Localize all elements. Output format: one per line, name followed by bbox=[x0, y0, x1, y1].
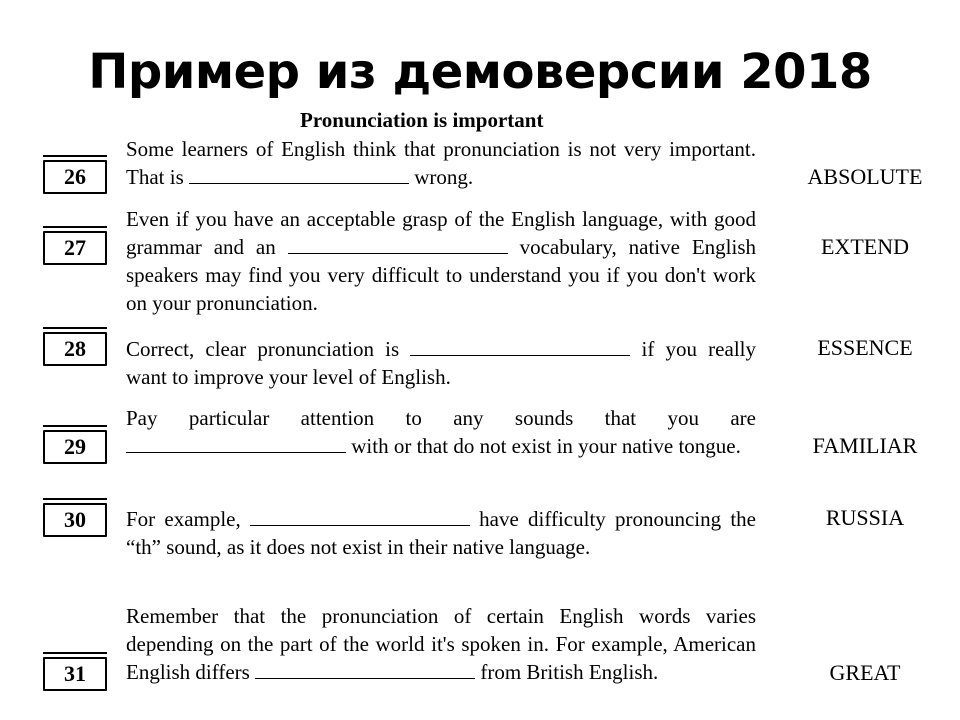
answer-gap bbox=[255, 658, 475, 679]
answer-gap bbox=[126, 432, 346, 453]
task-sentence-28 bbox=[126, 335, 756, 391]
sentence-before-gap: Even if you have an acceptable grasp of the English language, with good grammar and an bbox=[126, 207, 756, 259]
sentence-before-gap: Some learners of English think that pronunciation is not very important. That is bbox=[126, 137, 756, 189]
task-sentence-27 bbox=[126, 205, 756, 317]
task-sentence-29 bbox=[126, 404, 756, 460]
task-number-label: 30 bbox=[64, 507, 86, 532]
sentence-after-gap: wrong. bbox=[414, 165, 474, 189]
source-word-29: FAMILIAR bbox=[812, 433, 918, 458]
source-word-31: GREAT bbox=[829, 660, 901, 685]
sentence-after-gap: have difficulty pronouncing the “th” sound, as it does not exist in their native language. bbox=[126, 507, 756, 559]
source-word-27: EXTEND bbox=[821, 234, 909, 259]
sentence-after-gap: from British English. bbox=[480, 660, 659, 684]
task-number-label: 26 bbox=[64, 164, 86, 189]
sentence-after-gap: if you really want to improve your level of English. bbox=[126, 337, 756, 389]
task-number-30 bbox=[43, 503, 107, 537]
task-sentence-30 bbox=[126, 505, 756, 561]
slide-title: Пример из демоверсии 2018 bbox=[88, 44, 872, 100]
sentence-before-gap: Pay particular attention to any sounds that you are bbox=[126, 406, 756, 430]
task-sentence-26 bbox=[126, 135, 756, 191]
sentence-before-gap: For example, bbox=[126, 507, 241, 531]
source-word-28: ESSENCE bbox=[817, 335, 913, 360]
answer-gap bbox=[189, 163, 409, 184]
source-word-30: RUSSIA bbox=[825, 505, 905, 530]
source-word-26: ABSOLUTE bbox=[807, 164, 923, 189]
answer-gap bbox=[288, 233, 508, 254]
sentence-after-gap: vocabulary, native English speakers may find you very difficult to understand you if you don't work on your pronunciation. bbox=[126, 235, 757, 315]
sentence-before-gap: Correct, clear pronunciation is bbox=[126, 337, 400, 361]
answer-gap bbox=[250, 505, 470, 526]
task-number-label: 27 bbox=[64, 235, 86, 260]
task-number-26 bbox=[43, 160, 107, 194]
task-number-31 bbox=[43, 657, 107, 691]
task-number-label: 29 bbox=[64, 434, 86, 459]
answer-gap bbox=[410, 335, 630, 356]
task-number-29 bbox=[43, 430, 107, 464]
document-heading: Pronunciation is important bbox=[300, 108, 544, 132]
task-number-28 bbox=[43, 332, 107, 366]
sentence-after-gap: with or that do not exist in your native tongue. bbox=[351, 434, 741, 458]
task-number-label: 28 bbox=[64, 336, 86, 361]
task-number-27 bbox=[43, 231, 107, 265]
sentence-before-gap: Remember that the pronunciation of certain English words varies depending on the part of the world it's spoken in. For example, American English differs bbox=[126, 604, 756, 684]
task-number-label: 31 bbox=[64, 661, 86, 686]
task-sentence-31 bbox=[126, 602, 756, 686]
